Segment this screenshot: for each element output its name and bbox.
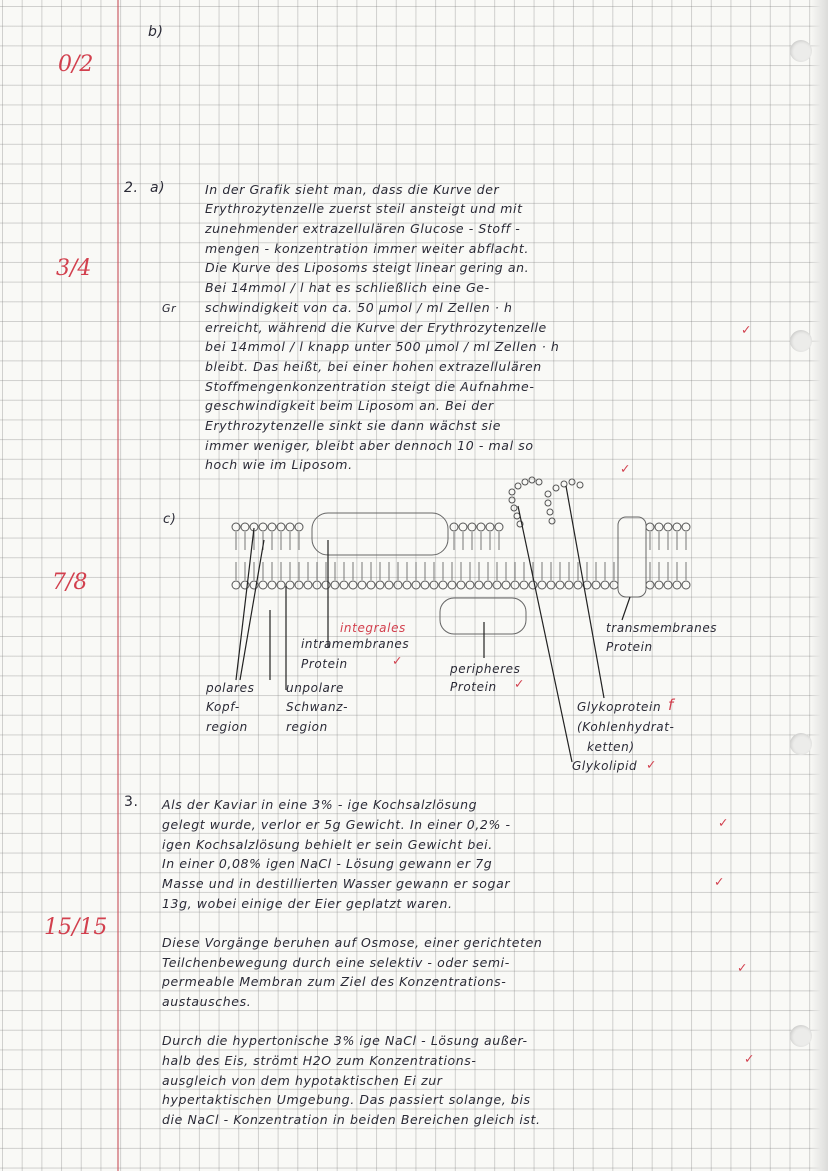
text-line: zunehmender extrazellulären Glucose - Stoff -	[205, 221, 521, 236]
text-line: erreicht, während die Kurve der Erythrozytenzelle	[205, 320, 547, 335]
text-line: Masse und in destillierten Wasser gewann er sogar	[162, 876, 511, 891]
text-line: In der Grafik sieht man, dass die Kurve der	[205, 182, 500, 197]
text-line: hypertaktischen Umgebung. Das passiert solange, bis	[162, 1092, 531, 1107]
check-mark-icon: ✓	[737, 960, 749, 975]
text-line: Bei 14mmol / l hat es schließlich eine Ge-	[205, 280, 490, 295]
check-mark-icon: ✓	[392, 653, 404, 668]
check-mark-icon: ✓	[718, 815, 730, 830]
task2-part-a: a)	[150, 180, 166, 196]
text-line: geschwindigkeit beim Liposom an. Bei der	[205, 398, 494, 413]
label-protein-intra: Protein	[301, 657, 348, 671]
label-peripheral: peripheres	[450, 662, 521, 676]
correction-mark: f	[668, 696, 674, 714]
check-mark-icon: ✓	[714, 874, 726, 889]
text-line: Stoffmengenkonzentration steigt die Aufnahme-	[205, 379, 535, 394]
text-line: Diese Vorgänge beruhen auf Osmose, einer gerichteten	[162, 935, 543, 950]
check-mark-icon: ✓	[620, 461, 632, 476]
text-line: Teilchenbewegung durch eine selektiv - oder semi-	[162, 955, 510, 970]
text-line: Die Kurve des Liposoms steigt linear gering an.	[205, 260, 530, 275]
label-polar: polares	[206, 681, 255, 695]
margin-mark: Gr	[162, 302, 177, 315]
label-nonpolar: unpolare	[286, 681, 344, 695]
text-line: ausgleich von dem hypotaktischen Ei zur	[162, 1073, 443, 1088]
text-line: schwindigkeit von ca. 50 µmol / ml Zellen · h	[205, 300, 513, 315]
text-line: immer weniger, bleibt aber dennoch 10 - mal so	[205, 438, 534, 453]
task2-part-c: c)	[163, 512, 177, 527]
task2-number: 2.	[124, 180, 139, 196]
label-kopf: Kopf-	[206, 700, 240, 714]
label-protein-trans: Protein	[606, 640, 653, 654]
grade-task3: 15/15	[44, 915, 108, 940]
label-integral: integrales	[340, 621, 406, 635]
text-line: 13g, wobei einige der Eier geplatzt waren.	[162, 896, 453, 911]
text-line: Als der Kaviar in eine 3% - ige Kochsalzlösung	[162, 797, 478, 812]
intramembrane-protein-shape	[312, 513, 448, 555]
text-line: permeable Membran zum Ziel des Konzentrations-	[162, 974, 507, 989]
text-line: austausches.	[162, 994, 252, 1009]
peripheral-protein-shape	[440, 598, 526, 634]
check-mark-icon: ✓	[744, 1051, 756, 1066]
label-transmembrane: transmembranes	[606, 621, 718, 635]
text-line: Erythrozytenzelle sinkt sie dann wächst sie	[205, 418, 502, 433]
grade-task1: 0/2	[58, 52, 94, 77]
text-line: die NaCl - Konzentration in beiden Bereichen gleich ist.	[162, 1112, 541, 1127]
label-protein-peri: Protein	[450, 680, 497, 694]
text-line: bleibt. Das heißt, bei einer hohen extrazellulären	[205, 359, 542, 374]
label-region-tail: region	[286, 720, 328, 734]
label-ketten: ketten)	[587, 740, 635, 754]
text-line: halb des Eis, strömt H2O zum Konzentrations-	[162, 1053, 477, 1068]
check-mark-icon: ✓	[514, 676, 526, 691]
upper-lipid-heads	[232, 523, 690, 531]
text-line: In einer 0,08% igen NaCl - Lösung gewann er 7g	[162, 856, 493, 871]
label-glycoprotein: Glykoprotein	[577, 700, 662, 714]
text-line: Erythrozytenzelle zuerst steil ansteigt und mit	[205, 201, 523, 216]
label-kohlenhydrat: (Kohlenhydrat-	[577, 720, 675, 734]
label-intramembranous: intramembranes	[301, 637, 410, 651]
section-b-label: b)	[148, 24, 164, 40]
text-line: gelegt wurde, verlor er 5g Gewicht. In einer 0,2% -	[162, 817, 511, 832]
transmembrane-protein-shape	[618, 517, 646, 597]
task3-number: 3.	[124, 794, 139, 810]
label-glycolipid: Glykolipid	[572, 759, 638, 773]
text-line: igen Kochsalzlösung behielt er sein Gewicht bei.	[162, 837, 493, 852]
text-line: mengen - konzentration immer weiter abflacht.	[205, 241, 529, 256]
grade-task2ab: 3/4	[56, 256, 92, 281]
label-schwanz: Schwanz-	[286, 700, 349, 714]
text-line: hoch wie im Liposom.	[205, 457, 353, 472]
check-mark-icon: ✓	[646, 757, 658, 772]
grade-task2c: 7/8	[52, 570, 88, 595]
check-mark-icon: ✓	[741, 322, 753, 337]
label-region-head: region	[206, 720, 248, 734]
text-line: Durch die hypertonische 3% ige NaCl - Lösung außer-	[162, 1033, 528, 1048]
text-line: bei 14mmol / l knapp unter 500 µmol / ml Zellen · h	[205, 339, 560, 354]
